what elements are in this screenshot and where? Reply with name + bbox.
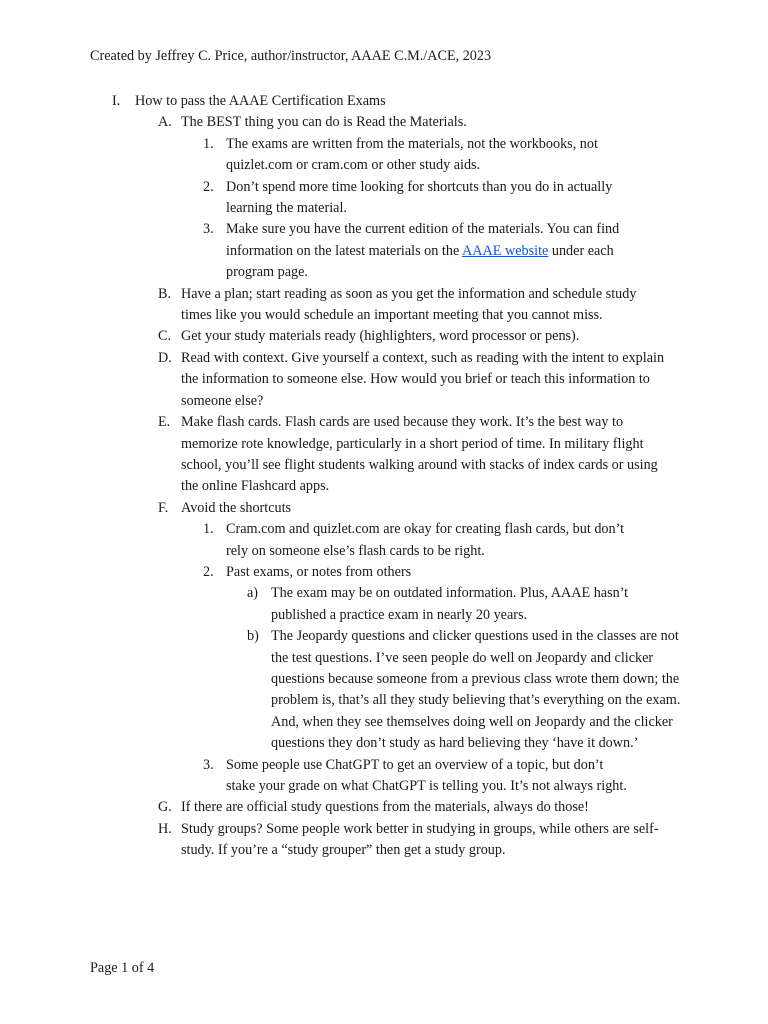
item-a-2-text: Don’t spend more time looking for shortcuts than you do in actually learning the material. [226, 178, 613, 217]
item-a-3-text-after: under each program page. [226, 242, 614, 281]
item-f-label: F. [158, 499, 169, 516]
item-b [0, 284, 668, 327]
item-a [0, 112, 668, 133]
item-a-3 [0, 219, 636, 283]
aaae-website-link[interactable]: AAAE website [462, 242, 549, 259]
item-a-3-label: 3. [203, 221, 214, 238]
section-i-title: How to pass the AAAE Certification Exams [135, 93, 386, 109]
item-f-1-text: Cram.com and quizlet.com are okay for creating flash cards, but don’t rely on someone else’s flash cards to be right. [226, 521, 625, 559]
item-a-1-label: 1. [203, 135, 214, 152]
item-h-text: Study groups? Some people work better in studying in groups, while others are self-study. If you’re a “study grouper” then get a study group. [181, 820, 659, 859]
item-c [0, 326, 668, 347]
item-d-label: D. [158, 349, 172, 366]
item-f-2-a [0, 583, 681, 626]
item-f-3-label: 3. [203, 756, 214, 773]
item-g [0, 797, 668, 818]
item-e-text: Make flash cards. Flash cards are used because they work. It’s the best way to memorize rote knowledge, particularly in a short period of time. In military flight school, you’ll see flight students walking around with stacks of index cards or using the online Flashcard apps. [181, 414, 658, 495]
item-f-text: Avoid the shortcuts [181, 499, 292, 516]
item-f-2-label: 2. [203, 563, 214, 580]
item-g-label: G. [158, 799, 172, 816]
item-d-text: Read with context. Give yourself a context, such as reading with the intent to explain the information to someone else. How would you brief or teach this information to someone else? [181, 349, 665, 409]
item-b-label: B. [158, 285, 172, 302]
item-f [0, 498, 668, 519]
item-c-text: Get your study materials ready (highlighters, word processor or pens). [181, 328, 580, 345]
item-f-2-text: Past exams, or notes from others [226, 563, 412, 580]
item-a-1-text: The exams are written from the materials, not the workbooks, not quizlet.com or cram.com or other study aids. [226, 135, 598, 174]
item-f-2 [0, 562, 636, 583]
item-a-1 [0, 134, 636, 177]
item-e-label: E. [158, 414, 171, 431]
item-b-text: Have a plan; start reading as soon as you get the information and schedule study times like you would schedule an important meeting that you cannot miss. [181, 285, 637, 324]
section-i [0, 91, 675, 112]
item-f-2-a-text: The exam may be on outdated information. Plus, AAAE hasn’t published a practice exam in nearly 20 years. [271, 585, 629, 623]
item-a-3-text-before: Make sure you have the current edition of the materials. You can find information on the latest materials on the [226, 221, 620, 259]
page-number: Page 1 of 4 [90, 960, 155, 976]
item-f-1-label: 1. [203, 521, 214, 538]
section-i-label: I. [112, 93, 121, 109]
item-f-1 [0, 519, 636, 562]
item-f-2-b [0, 626, 681, 754]
item-a-2 [0, 177, 636, 220]
document-header: Created by Jeffrey C. Price, author/instructor, AAAE C.M./ACE, 2023 [90, 48, 492, 64]
item-f-2-a-label: a) [247, 585, 259, 602]
item-d [0, 348, 668, 412]
item-g-text: If there are official study questions from the materials, always do those! [181, 799, 589, 816]
item-f-3-text: Some people use ChatGPT to get an overview of a topic, but don’t stake your grade on what ChatGPT is telling you. It’s not always right. [226, 756, 627, 794]
item-f-2-b-label: b) [247, 628, 259, 645]
item-h [0, 819, 668, 862]
outline [0, 91, 768, 862]
item-e [0, 412, 668, 498]
item-h-label: H. [158, 820, 172, 837]
item-f-2-b-text: The Jeopardy questions and clicker questions used in the classes are not the test questions. I’ve seen people do well on Jeopardy and clicker questions because someone from a previous class wrote them down; the problem is, that’s all they study believing that’s everything on the exam. And, when they see themselves doing well on Jeopardy and the clicker questions they don’t study as hard believing they ‘have it down.’ [271, 628, 681, 752]
item-c-label: C. [158, 328, 172, 345]
item-a-text: The BEST thing you can do is Read the Materials. [181, 114, 467, 131]
item-a-2-label: 2. [203, 178, 214, 195]
item-f-3 [0, 755, 636, 798]
item-a-label: A. [158, 114, 172, 131]
